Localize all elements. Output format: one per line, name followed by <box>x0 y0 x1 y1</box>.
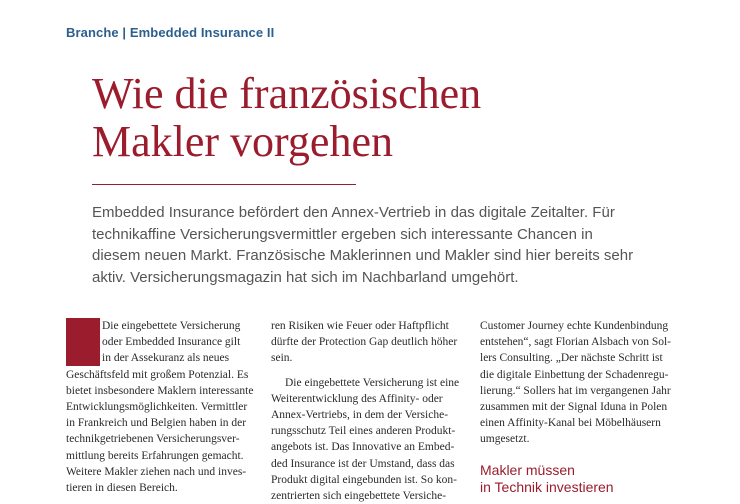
body-line: zusammen mit der Signal Iduna in Polen <box>480 401 668 414</box>
body-line: lers Consulting. „Der nächste Schritt ist <box>480 352 663 365</box>
body-line: in Frankreich und Belgien haben in der <box>66 417 247 430</box>
body-line: angebots ist. Das Innovative an Embed- <box>271 441 455 454</box>
title-line-1: Wie die französischen <box>92 69 482 118</box>
body-line: sein. <box>271 352 293 365</box>
body-line: ded Insurance ist der Umstand, dass das <box>271 457 455 470</box>
body-line: tieren in diesen Bereich. <box>66 482 178 495</box>
title-divider <box>92 184 356 185</box>
body-line: entstehen“, sagt Florian Alsbach von Sol- <box>480 336 671 349</box>
body-line: Geschäftsfeld mit großem Potenzial. Es <box>66 368 249 381</box>
body-line: Die eingebettete Versicherung <box>102 320 241 332</box>
lead-line: aktiv. Versicherungsmagazin hat sich im Nachbarland umgehört. <box>92 268 519 286</box>
body-line: zentrierten sich eingebettete Versiche- <box>271 490 447 503</box>
body-line: Weiterentwicklung des Affinity- oder <box>271 392 443 405</box>
body-line: in der Assekuranz als neues <box>102 352 230 365</box>
body-column-1 <box>66 318 258 496</box>
body-line: ren Risiken wie Feuer oder Haftpflicht <box>271 320 449 332</box>
article-title <box>92 70 652 166</box>
section-subheading <box>480 462 680 496</box>
title-line-2: Makler vorgehen <box>92 117 393 166</box>
body-line: rungsschutz Teil eines anderen Produkt- <box>271 425 456 438</box>
body-line: Customer Journey echte Kundenbindung <box>480 320 669 332</box>
body-line: technikgetriebenen Versicherungsver- <box>66 433 240 446</box>
lead-line: diesem neuen Markt. Französische Maklerinnen und Makler sind hier bereits sehr <box>92 247 634 264</box>
body-line: oder Embedded Insurance gilt <box>102 336 241 349</box>
lead-paragraph <box>92 202 652 288</box>
body-line: die digitale Einbettung der Schadenregu- <box>480 368 669 381</box>
section-kicker: Branche | Embedded Insurance II <box>66 25 275 40</box>
lead-line: Embedded Insurance befördert den Annex-Vertrieb in das digitale Zeitalter. Für <box>92 204 615 221</box>
lead-line: technikaffine Versicherungsvermittler ergeben sich interessante Chancen in <box>92 225 593 243</box>
body-line: Produkt digital eingebunden ist. So kon- <box>271 473 457 486</box>
body-line: umgesetzt. <box>480 433 530 446</box>
body-line: lierung.“ Sollers hat im vergangenen Jahr <box>480 384 671 397</box>
body-line: bietet insbesondere Maklern interessante <box>66 384 254 397</box>
body-line: Weitere Makler ziehen nach und inves- <box>66 465 247 478</box>
body-line: dürfte der Protection Gap deutlich höher <box>271 336 458 349</box>
body-line: Die eingebettete Versicherung ist eine <box>285 376 460 389</box>
body-line: mittlung bereits Erfahrungen gemacht. <box>66 449 244 462</box>
body-line: Entwicklungsmöglichkeiten. Vermittler <box>66 401 248 414</box>
body-line: einen Affinity-Kanal bei Möbelhäusern <box>480 417 661 430</box>
body-column-2 <box>271 318 467 504</box>
subheading-line-1: Makler müssen <box>480 462 575 478</box>
body-line: Annex-Vertriebs, in dem der Versiche- <box>271 409 449 422</box>
body-column-3 <box>480 318 680 495</box>
subheading-line-2: in Technik investieren <box>480 479 614 495</box>
